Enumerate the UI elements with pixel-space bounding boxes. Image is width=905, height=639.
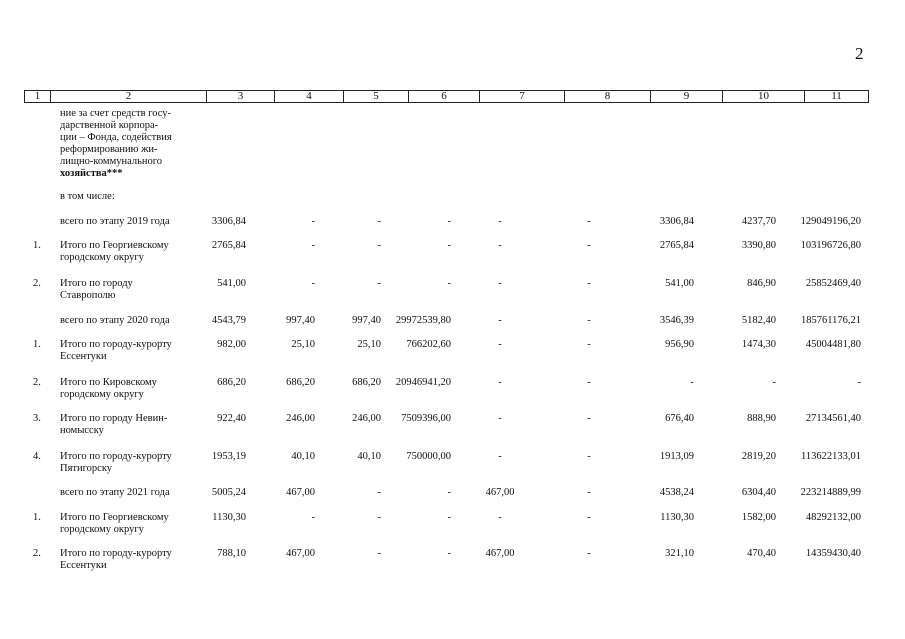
cell-col-10: 4237,70: [741, 216, 776, 227]
cell-col-6: -: [447, 240, 451, 251]
cell-col-11: 223214889,99: [800, 487, 861, 498]
cell-col-3: 541,00: [217, 278, 246, 289]
cell-col-8: -: [587, 315, 591, 326]
cell-col-11: 14359430,40: [805, 548, 861, 559]
cell-col-3: 982,00: [217, 339, 246, 350]
cell-col-3: 686,20: [217, 377, 246, 388]
intro-text: [60, 108, 177, 180]
cell-col-11: 45004481,80: [805, 339, 861, 350]
row-label-line: городскому округу: [60, 524, 144, 535]
cell-col-7: 467,00: [485, 548, 515, 559]
cell-col-9: 676,40: [665, 413, 694, 424]
cell-col-4: 467,00: [286, 548, 315, 559]
cell-col-8: -: [587, 413, 591, 424]
cell-col-7: -: [498, 339, 502, 350]
intro-line: лищно-коммунального: [60, 156, 163, 167]
column-number-header: [24, 90, 869, 103]
cell-col-6: 29972539,80: [395, 315, 451, 326]
cell-col-10: 888,90: [747, 413, 776, 424]
cell-col-10: 2819,20: [741, 451, 776, 462]
row-label-line: городскому округу: [60, 389, 144, 400]
row-label: [60, 339, 178, 363]
row-label: [60, 216, 178, 228]
cell-col-3: 2765,84: [211, 240, 246, 251]
in-that-number-label: в том числе:: [60, 191, 115, 202]
cell-col-4: -: [311, 216, 315, 227]
row-label-line: Ессентуки: [60, 351, 107, 362]
cell-col-5: -: [377, 548, 381, 559]
row-label-line: Пятигорску: [60, 463, 113, 474]
cell-col-4: -: [311, 278, 315, 289]
header-col-7: 7: [480, 91, 565, 103]
cell-col-6: -: [447, 548, 451, 559]
cell-col-6: 750000,00: [406, 451, 451, 462]
cell-col-9: 541,00: [665, 278, 694, 289]
cell-col-5: -: [377, 487, 381, 498]
cell-col-11: 113622133,01: [801, 451, 861, 462]
cell-col-7: -: [498, 315, 502, 326]
cell-col-4: 246,00: [286, 413, 315, 424]
cell-col-7: -: [498, 377, 502, 388]
cell-col-9: 3546,39: [659, 315, 694, 326]
cell-col-6: 20946941,20: [395, 377, 451, 388]
row-label-line: городскому округу: [60, 252, 144, 263]
cell-col-8: -: [587, 377, 591, 388]
cell-col-8: -: [587, 487, 591, 498]
cell-col-4: -: [311, 240, 315, 251]
cell-col-5: -: [377, 216, 381, 227]
row-label-line: Итого по Георгиевскому: [60, 512, 169, 523]
cell-col-10: 470,40: [747, 548, 776, 559]
row-number: 3.: [33, 413, 41, 424]
cell-col-11: 185761176,21: [801, 315, 861, 326]
row-number: 1.: [33, 339, 41, 350]
header-col-5: 5: [344, 91, 409, 103]
cell-col-5: -: [377, 240, 381, 251]
cell-col-11: 25852469,40: [805, 278, 861, 289]
row-label-line: Итого по городу-курорту: [60, 548, 172, 559]
cell-col-9: -: [690, 377, 694, 388]
cell-col-3: 1953,19: [211, 451, 246, 462]
row-label: [60, 278, 178, 302]
cell-col-11: 27134561,40: [805, 413, 861, 424]
row-label-line: Ессентуки: [60, 560, 107, 571]
row-label: [60, 377, 178, 401]
cell-col-7: -: [498, 413, 502, 424]
cell-col-9: 1913,09: [659, 451, 694, 462]
cell-col-5: 40,10: [357, 451, 381, 462]
cell-col-7: -: [498, 216, 502, 227]
row-label-line: всего по этапу 2021 года: [60, 487, 170, 498]
row-label-line: всего по этапу 2020 года: [60, 315, 170, 326]
header-col-9: 9: [651, 91, 723, 103]
row-label-line: Итого по Кировскому: [60, 377, 157, 388]
cell-col-3: 922,40: [217, 413, 246, 424]
cell-col-11: -: [857, 377, 861, 388]
cell-col-10: 6304,40: [741, 487, 776, 498]
row-label: [60, 413, 178, 437]
row-label-line: всего по этапу 2019 года: [60, 216, 170, 227]
cell-col-6: -: [447, 487, 451, 498]
cell-col-8: -: [587, 512, 591, 523]
cell-col-6: 766202,60: [406, 339, 451, 350]
cell-col-10: 846,90: [747, 278, 776, 289]
cell-col-11: 48292132,00: [805, 512, 861, 523]
row-number: 4.: [33, 451, 41, 462]
row-label: [60, 451, 178, 475]
cell-col-5: 997,40: [352, 315, 381, 326]
cell-col-4: 40,10: [291, 451, 315, 462]
page-number: 2: [855, 44, 864, 63]
cell-col-6: -: [447, 216, 451, 227]
cell-col-6: 7509396,00: [401, 413, 451, 424]
cell-col-10: 1474,30: [741, 339, 776, 350]
cell-col-5: -: [377, 512, 381, 523]
row-label-line: номысску: [60, 425, 104, 436]
cell-col-8: -: [587, 240, 591, 251]
cell-col-10: 3390,80: [741, 240, 776, 251]
row-label-line: Итого по городу: [60, 278, 133, 289]
row-label: [60, 487, 178, 499]
cell-col-9: 956,90: [665, 339, 694, 350]
row-number: 1.: [33, 512, 41, 523]
cell-col-5: -: [377, 278, 381, 289]
cell-col-3: 5005,24: [211, 487, 246, 498]
cell-col-7: -: [498, 451, 502, 462]
row-label: [60, 548, 178, 572]
row-label-line: Итого по городу-курорту: [60, 339, 172, 350]
cell-col-7: -: [498, 240, 502, 251]
cell-col-4: 467,00: [286, 487, 315, 498]
header-col-8: 8: [565, 91, 651, 103]
cell-col-10: 5182,40: [741, 315, 776, 326]
header-col-6: 6: [409, 91, 480, 103]
cell-col-7: 467,00: [485, 487, 515, 498]
row-label: [60, 240, 178, 264]
cell-col-3: 4543,79: [211, 315, 246, 326]
cell-col-8: -: [587, 339, 591, 350]
header-col-3: 3: [207, 91, 275, 103]
cell-col-4: 686,20: [286, 377, 315, 388]
row-label-line: Итого по Георгиевскому: [60, 240, 169, 251]
cell-col-11: 103196726,80: [800, 240, 861, 251]
header-col-4: 4: [275, 91, 344, 103]
intro-line: дарственной корпора-: [60, 120, 159, 131]
intro-line: реформированию жи-: [60, 144, 158, 155]
cell-col-9: 321,10: [665, 548, 694, 559]
header-col-1: 1: [25, 91, 51, 103]
cell-col-10: 1582,00: [741, 512, 776, 523]
cell-col-5: 686,20: [352, 377, 381, 388]
cell-col-9: 3306,84: [659, 216, 694, 227]
cell-col-6: -: [447, 278, 451, 289]
header-col-10: 10: [723, 91, 805, 103]
cell-col-5: 25,10: [357, 339, 381, 350]
row-number: 2.: [33, 548, 41, 559]
cell-col-4: 997,40: [286, 315, 315, 326]
header-col-11: 11: [805, 91, 869, 103]
cell-col-6: -: [447, 512, 451, 523]
row-label-line: Ставрополю: [60, 290, 116, 301]
cell-col-7: -: [498, 278, 502, 289]
cell-col-8: -: [587, 548, 591, 559]
cell-col-9: 1130,30: [660, 512, 694, 523]
intro-line: ние за счет средств госу-: [60, 108, 171, 119]
cell-col-3: 3306,84: [211, 216, 246, 227]
cell-col-7: -: [498, 512, 502, 523]
intro-line: ции – Фонда, содействия: [60, 132, 172, 143]
row-label-line: Итого по городу-курорту: [60, 451, 172, 462]
row-label: [60, 315, 178, 327]
cell-col-8: -: [587, 451, 591, 462]
cell-col-4: -: [311, 512, 315, 523]
row-label-line: Итого по городу Невин-: [60, 413, 168, 424]
cell-col-5: 246,00: [352, 413, 381, 424]
row-number: 2.: [33, 377, 41, 388]
row-label: [60, 512, 178, 536]
cell-col-3: 788,10: [217, 548, 246, 559]
cell-col-10: -: [772, 377, 776, 388]
cell-col-4: 25,10: [291, 339, 315, 350]
cell-col-3: 1130,30: [212, 512, 246, 523]
cell-col-9: 2765,84: [659, 240, 694, 251]
header-col-2: 2: [51, 91, 207, 103]
cell-col-11: 129049196,20: [800, 216, 861, 227]
cell-col-9: 4538,24: [659, 487, 694, 498]
row-number: 2.: [33, 278, 41, 289]
cell-col-8: -: [587, 278, 591, 289]
intro-line: хозяйства***: [60, 168, 123, 179]
row-number: 1.: [33, 240, 41, 251]
cell-col-8: -: [587, 216, 591, 227]
